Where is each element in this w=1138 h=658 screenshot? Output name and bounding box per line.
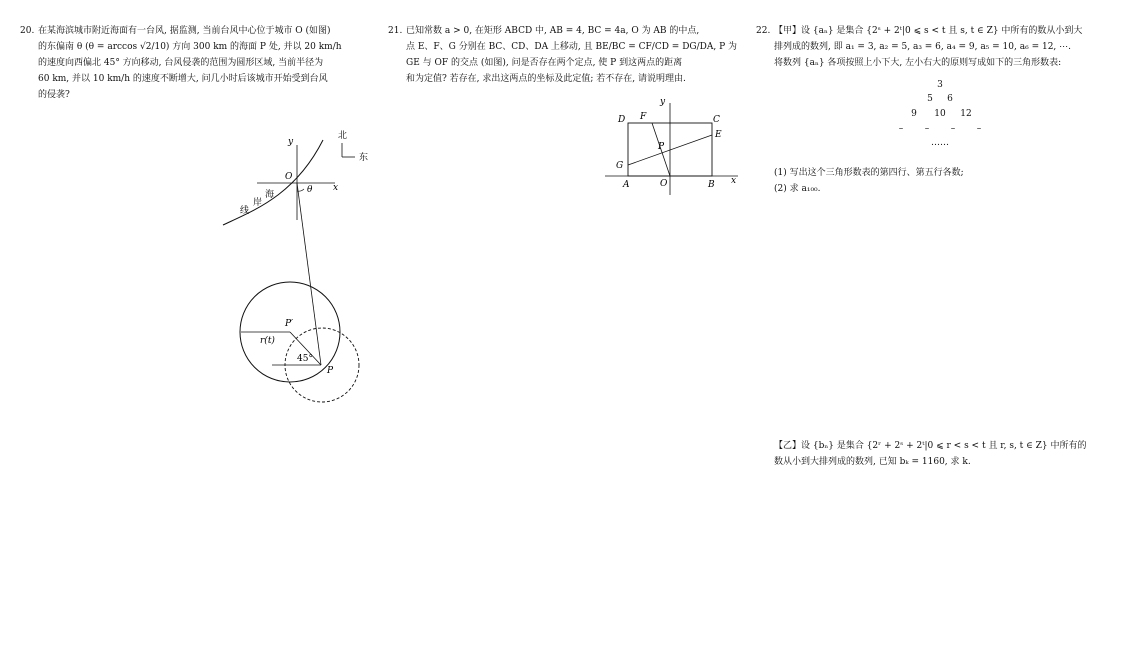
north-label: 北 bbox=[338, 131, 348, 141]
q22-line-2: 排列成的数列, 即 a₁ = 3, a₂ = 5, a₃ = 6, a₄ = 9, a₅ = 10, a₆ = 12, ⋯. bbox=[774, 42, 1072, 52]
point-o: O bbox=[660, 179, 668, 189]
x-axis-label: x bbox=[333, 183, 339, 193]
coastline bbox=[223, 140, 323, 225]
angle-label: 45° bbox=[297, 354, 313, 364]
q20-line-5: 的侵袭? bbox=[38, 90, 70, 100]
coast-label-1: 海 bbox=[265, 190, 275, 200]
question-20 bbox=[20, 23, 380, 103]
rectangle-diagram bbox=[600, 95, 750, 200]
triangle-row-2: 5 6 bbox=[927, 94, 953, 104]
east-label: 东 bbox=[359, 153, 369, 163]
q22-yi-line-1: 【乙】设 {bₙ} 是集合 {2ʳ + 2ˢ + 2ᵗ|0 ⩽ r < s < t 且 r, s, t ∈ Z} 中所有的 bbox=[774, 441, 1087, 451]
radius-label: r(t) bbox=[260, 336, 275, 346]
point-a: A bbox=[623, 180, 630, 190]
y-axis-label: y bbox=[288, 137, 294, 147]
q22-sub-1: (1) 写出这个三角形数表的第四行、第五行各数; bbox=[774, 168, 964, 178]
q20-line-3: 的速度向西偏北 45° 方向移动, 台风侵袭的范围为圆形区域, 当前半径为 bbox=[38, 58, 324, 68]
triangle-row-4: – – – – bbox=[898, 124, 982, 134]
question-number: 22. bbox=[756, 26, 771, 36]
y-axis-label: y bbox=[660, 97, 666, 107]
point-d: D bbox=[618, 115, 626, 125]
question-number: 20. bbox=[20, 26, 35, 36]
x-axis-label: x bbox=[731, 176, 737, 186]
coast-label-3: 线 bbox=[240, 206, 250, 216]
q21-line-1: 已知常数 a > 0, 在矩形 ABCD 中, AB = 4, BC = 4a, O 为 AB 的中点, bbox=[406, 26, 700, 36]
question-21 bbox=[388, 23, 748, 87]
q22-yi bbox=[774, 438, 1126, 470]
point-p: P bbox=[658, 142, 665, 152]
q21-line-4: 和为定值? 若存在, 求出这两点的坐标及此定值; 若不存在, 请说明理由. bbox=[406, 74, 686, 84]
q20-line-1: 在某海滨城市附近海面有一台风, 据监测, 当前台风中心位于城市 O (如图) bbox=[38, 26, 331, 36]
q22-line-1: 【甲】设 {aₙ} 是集合 {2ˢ + 2ᵗ|0 ⩽ s < t 且 s, t ∈ Z} 中所有的数从小到大 bbox=[774, 26, 1083, 36]
triangle-dots: …… bbox=[931, 138, 949, 148]
q21-line-3: GE 与 OF 的交点 (如图), 问是否存在两个定点, 使 P 到这两点的距离 bbox=[406, 58, 683, 68]
q22-line-3: 将数列 {aₙ} 各项按照上小下大, 左小右大的原则写成如下的三角形数表: bbox=[774, 58, 1062, 68]
point-e: E bbox=[715, 130, 722, 140]
q22-yi-line-2: 数从小到大排列成的数列, 已知 bₖ = 1160, 求 k. bbox=[774, 457, 971, 467]
origin-label: O bbox=[285, 172, 293, 182]
q21-line-2: 点 E、F、G 分别在 BC、CD、DA 上移动, 且 BE/BC = CF/CD = DG/DA, P 为 bbox=[406, 42, 737, 52]
typhoon-diagram bbox=[215, 125, 385, 410]
point-f: F bbox=[640, 112, 647, 122]
triangle-table bbox=[880, 80, 1000, 150]
theta-label: θ bbox=[307, 185, 313, 195]
question-number: 21. bbox=[388, 26, 403, 36]
pprime-label: P′ bbox=[285, 319, 294, 329]
point-g: G bbox=[616, 161, 624, 171]
question-22 bbox=[756, 23, 1126, 71]
path-op bbox=[297, 183, 321, 365]
triangle-row-3: 9 10 12 bbox=[911, 109, 972, 119]
q20-line-4: 60 km, 并以 10 km/h 的速度不断增大, 问几小时后该城市开始受到台风 bbox=[38, 74, 328, 84]
triangle-row-1: 3 bbox=[937, 80, 943, 90]
coast-label-2: 岸 bbox=[253, 198, 263, 208]
q22-subquestions bbox=[774, 165, 1124, 197]
point-b: B bbox=[708, 180, 715, 190]
q22-sub-2: (2) 求 a₁₀₀. bbox=[774, 184, 821, 194]
q20-line-2: 的东偏南 θ (θ = arccos √2/10) 方向 300 km 的海面 P 处, 并以 20 km/h bbox=[38, 42, 342, 52]
p-label: P bbox=[327, 366, 334, 376]
point-c: C bbox=[713, 115, 720, 125]
